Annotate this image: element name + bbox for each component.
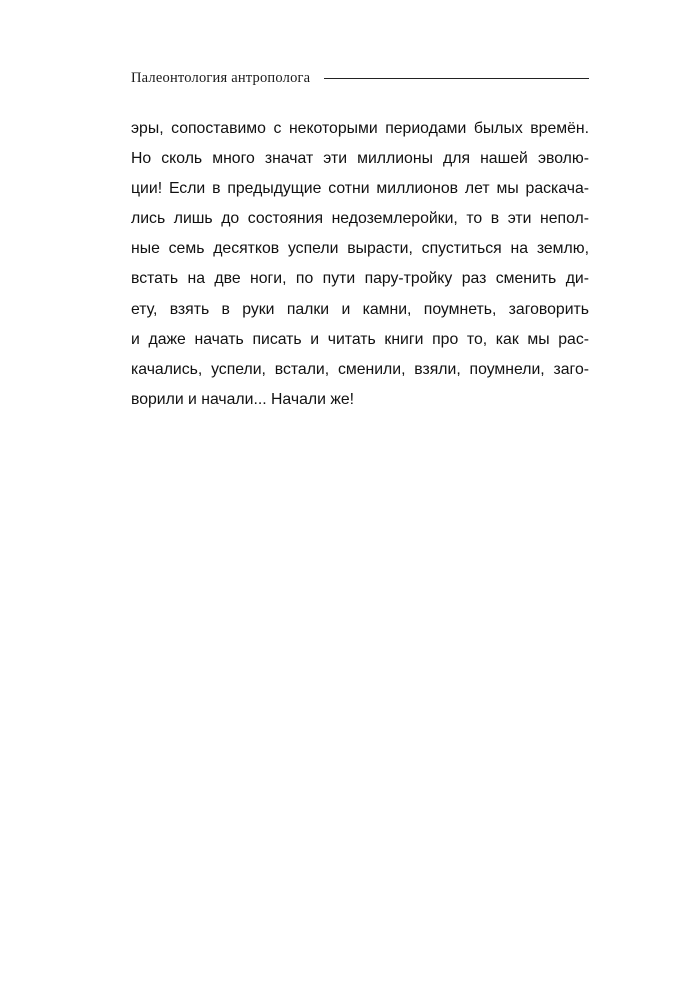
- text-line: ету, взять в руки палки и камни, поумнеть, заговорить: [131, 300, 589, 318]
- text-line: лись лишь до состояния недоземлеройки, то в эти непол-: [131, 210, 589, 228]
- text-line: качались, успели, встали, сменили, взяли, поумнели, заго-: [131, 360, 589, 378]
- text-line: эры, сопоставимо с некоторыми периодами былых времён.: [131, 120, 589, 137]
- header-rule: [324, 78, 589, 79]
- text-line: ворили и начали... Начали же!: [131, 390, 355, 408]
- text-line: ные семь десятков успели вырасти, спуститься на землю,: [131, 240, 589, 258]
- body-paragraph: [131, 114, 589, 415]
- text-line: встать на две ноги, по пути пару-тройку раз сменить ди-: [131, 270, 589, 288]
- text-line: и даже начать писать и читать книги про то, как мы рас-: [131, 330, 589, 348]
- running-head-title: Палеонтология антрополога: [131, 69, 311, 86]
- text-line: Но сколь много значат эти миллионы для нашей эволю-: [131, 150, 589, 168]
- running-head: [131, 66, 589, 90]
- text-line: ции! Если в предыдущие сотни миллионов лет мы раскача-: [131, 180, 589, 198]
